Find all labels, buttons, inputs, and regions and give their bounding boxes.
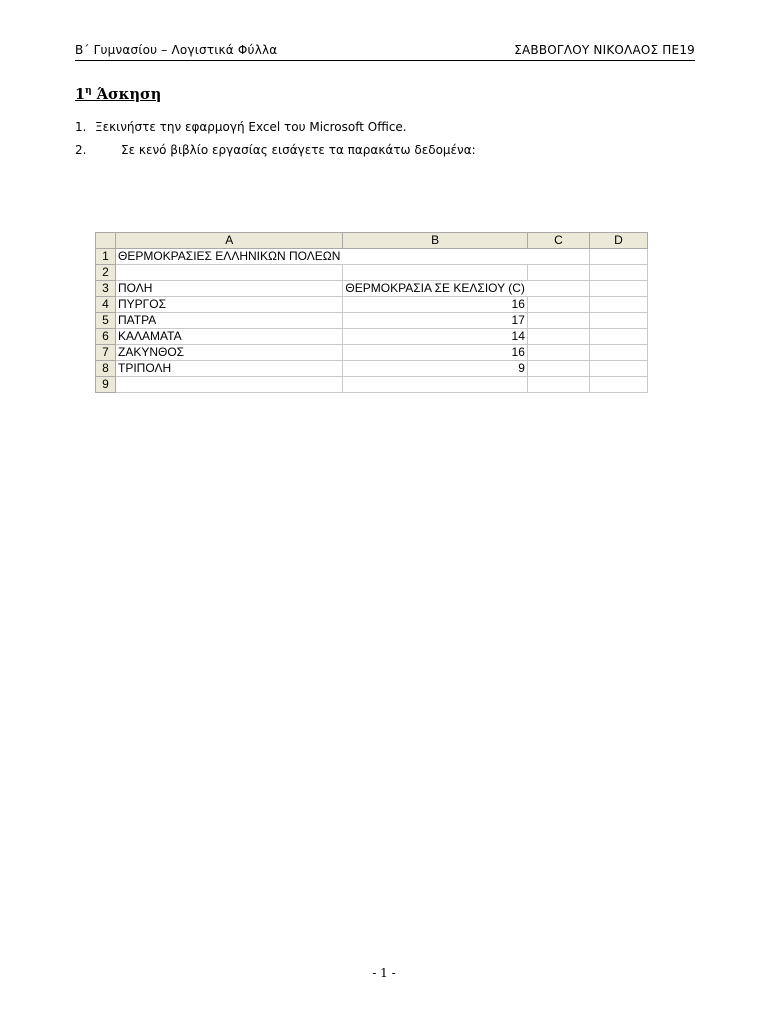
row-header: 6 [96, 329, 116, 345]
header-left-text: Β΄ Γυμνασίου – Λογιστικά Φύλλα [75, 43, 278, 57]
cell [343, 249, 527, 265]
cell [527, 345, 589, 361]
row-header: 8 [96, 361, 116, 377]
row-header: 3 [96, 281, 116, 297]
cell [589, 249, 647, 265]
page-header [75, 42, 695, 61]
row-header: 5 [96, 313, 116, 329]
city-cell: ΠΥΡΓΟΣ [116, 297, 343, 313]
table-row [96, 329, 648, 345]
column-header-row [96, 233, 648, 249]
title-ordinal: η [85, 86, 92, 97]
cell [343, 377, 527, 393]
row-header: 9 [96, 377, 116, 393]
row-header: 2 [96, 265, 116, 281]
cell [527, 249, 589, 265]
cell [343, 265, 527, 281]
table-row [96, 345, 648, 361]
cell [527, 313, 589, 329]
column-header: D [589, 233, 647, 249]
column-header: B [343, 233, 527, 249]
cell [589, 313, 647, 329]
cell [527, 361, 589, 377]
table-row [96, 377, 648, 393]
table-row [96, 361, 648, 377]
sheet-corner [96, 233, 116, 249]
cell [589, 281, 647, 297]
table-row [96, 265, 648, 281]
cell [589, 377, 647, 393]
column-label-city: ΠΟΛΗ [116, 281, 343, 297]
cell [527, 297, 589, 313]
temperature-cell: 16 [343, 345, 527, 361]
cell [589, 361, 647, 377]
cell [527, 265, 589, 281]
instruction-number: 2. [75, 143, 87, 157]
cell [589, 329, 647, 345]
table-row [96, 313, 648, 329]
instruction-text: Σε κενό βιβλίο εργασίας εισάγετε τα παρακάτω δεδομένα: [121, 143, 476, 157]
title-text: Άσκηση [91, 86, 162, 103]
title-number: 1 [75, 86, 86, 103]
cell [527, 377, 589, 393]
column-label-temperature: ΘΕΡΜΟΚΡΑΣΙΑ ΣΕ ΚΕΛΣΙΟΥ (C) [343, 281, 527, 297]
cell [589, 265, 647, 281]
row-header: 4 [96, 297, 116, 313]
column-header: A [116, 233, 343, 249]
column-header: C [527, 233, 589, 249]
temperature-cell: 9 [343, 361, 527, 377]
cell [116, 265, 343, 281]
exercise-title [75, 86, 161, 103]
cell [527, 281, 589, 297]
temperature-cell: 17 [343, 313, 527, 329]
header-right-text: ΣΑΒΒΟΓΛΟΥ ΝΙΚΟΛΑΟΣ ΠΕ19 [514, 43, 695, 57]
cell [589, 297, 647, 313]
temperature-cell: 16 [343, 297, 527, 313]
cell [116, 377, 343, 393]
city-cell: ΠΑΤΡΑ [116, 313, 343, 329]
page-number: - 1 - [372, 966, 396, 980]
instruction-number: 1. [75, 120, 87, 134]
table-row [96, 249, 648, 265]
city-cell: ΤΡΙΠΟΛΗ [116, 361, 343, 377]
cell [589, 345, 647, 361]
row-header: 1 [96, 249, 116, 265]
spreadsheet-image [95, 232, 648, 393]
row-header: 7 [96, 345, 116, 361]
cell [527, 329, 589, 345]
temperature-cell: 14 [343, 329, 527, 345]
instruction-text: Ξεκινήστε την εφαρμογή Excel του Microsoft Office. [95, 120, 407, 134]
city-cell: ΖΑΚΥΝΘΟΣ [116, 345, 343, 361]
sheet-title-cell: ΘΕΡΜΟΚΡΑΣΙΕΣ ΕΛΛΗΝΙΚΩΝ ΠΟΛΕΩΝ [116, 249, 343, 265]
table-row [96, 297, 648, 313]
city-cell: ΚΑΛΑΜΑΤΑ [116, 329, 343, 345]
table-row [96, 281, 648, 297]
